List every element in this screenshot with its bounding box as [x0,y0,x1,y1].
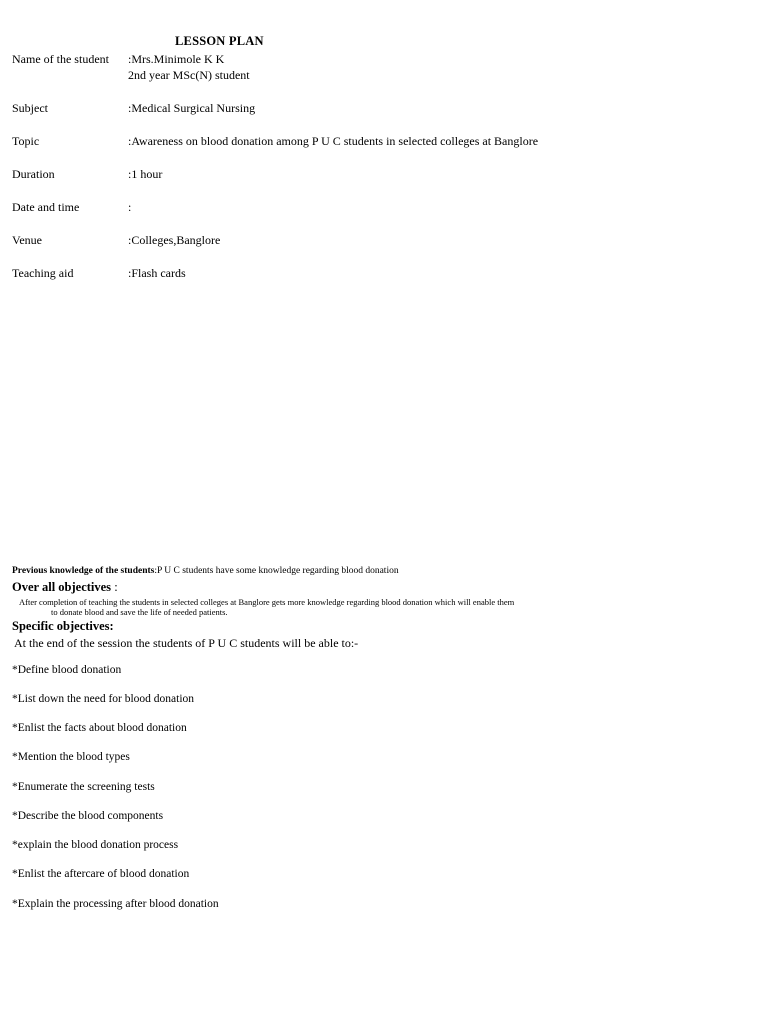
objective-item: *List down the need for blood donation [12,693,195,705]
objective-item: *Describe the blood components [12,810,164,822]
field-value: : [128,200,132,214]
overall-objectives-heading [12,580,118,595]
specific-objectives-intro: At the end of the session the students of P U C students will be able to:- [14,636,359,650]
objective-item: *Enlist the aftercare of blood donation [12,868,190,880]
overall-objectives-colon: : [111,580,118,594]
field-label: Topic [12,134,40,148]
field-label: Date and time [12,200,80,214]
field-value: :Awareness on blood donation among P U C students in selected colleges at Banglore [128,134,539,148]
field-label: Subject [12,101,48,115]
field-value-line: 2nd year MSc(N) student [128,68,250,82]
field-label: Venue [12,233,42,247]
field-label: Name of the student [12,52,109,66]
field-value [128,51,250,83]
objective-item: *Define blood donation [12,664,122,676]
objective-item: *Mention the blood types [12,751,130,763]
overall-objectives-line2: to donate blood and save the life of needed patients. [51,607,228,617]
specific-objectives-heading: Specific objectives: [12,619,114,633]
field-label: Teaching aid [12,266,74,280]
previous-knowledge-text: :P U C students have some knowledge regarding blood donation [154,566,399,576]
field-label: Duration [12,167,55,181]
field-value: :Colleges,Banglore [128,233,221,247]
overall-objectives-line1: After completion of teaching the students in selected colleges at Banglore gets more knowledge regarding blood donation which will enable them [19,597,515,607]
objective-item: *Enumerate the screening tests [12,781,155,793]
previous-knowledge-label: Previous knowledge of the students [12,566,155,576]
field-value: :Flash cards [128,266,186,280]
field-value: :1 hour [128,167,163,181]
objective-item: *Explain the processing after blood donation [12,898,219,910]
field-value: :Medical Surgical Nursing [128,101,256,115]
objective-item: *explain the blood donation process [12,839,179,851]
page-title: LESSON PLAN [175,34,264,48]
overall-objectives-title: Over all objectives [12,580,112,594]
previous-knowledge [12,566,399,576]
field-value-line: :Mrs.Minimole K K [128,52,225,66]
objective-item: *Enlist the facts about blood donation [12,722,187,734]
